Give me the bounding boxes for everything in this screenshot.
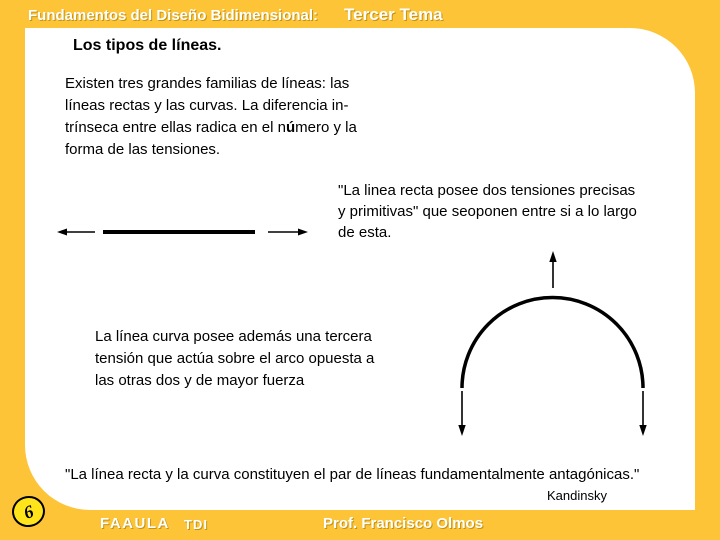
page-number: 6	[20, 500, 37, 523]
intro-paragraph	[65, 73, 357, 161]
slide-header	[28, 5, 443, 25]
straight-quote-line-3: de esta.	[338, 224, 392, 241]
intro-line-3-post: mero y la	[295, 119, 357, 136]
intro-line-3-pre: trínseca entre ellas radica en el n	[65, 119, 286, 136]
footer-faculty: FAAULA	[100, 515, 170, 532]
intro-line-1: Existen tres grandes familias de líneas: las	[65, 75, 350, 92]
intro-line-2: líneas rectas y las curvas. La diferencia in-	[65, 97, 349, 114]
straight-quote-line-2: y primitivas" que seoponen entre si a lo largo	[338, 203, 637, 220]
footer-course-code: TDI	[184, 517, 208, 532]
course-title: Fundamentos del Diseño Bidimensional:	[28, 7, 319, 24]
quote-attribution: Kandinsky	[547, 488, 607, 503]
intro-line-3-bold: ú	[285, 119, 296, 136]
curve-tension-diagram	[440, 245, 660, 445]
page-title: Los tipos de líneas.	[73, 37, 222, 54]
footer-professor: Prof. Francisco Olmos	[323, 515, 484, 532]
page-number-badge	[10, 493, 48, 529]
closing-quote: "La línea recta y la curva constituyen el par de líneas fundamentalmente antagónicas."	[65, 466, 640, 483]
right-arrow-head-icon	[298, 229, 308, 236]
curve-line-2: tensión que actúa sobre el arco opuesta a	[95, 350, 375, 367]
top-arrow-head-icon	[549, 251, 556, 262]
curve-arc	[462, 298, 643, 389]
curve-line-3: las otras dos y de mayor fuerza	[95, 372, 305, 389]
straight-line-quote	[338, 180, 637, 243]
curve-line-1: La línea curva posee además una tercera	[95, 328, 372, 345]
straight-line-tension-diagram	[55, 220, 315, 244]
right-down-arrow-head-icon	[639, 425, 646, 436]
left-down-arrow-head-icon	[458, 425, 465, 436]
left-arrow-head-icon	[57, 229, 67, 236]
straight-quote-line-1: "La linea recta posee dos tensiones precisas	[338, 182, 636, 199]
intro-line-4: forma de las tensiones.	[65, 141, 221, 158]
intro-line-3	[65, 117, 357, 139]
topic-title: Tercer Tema	[344, 5, 443, 24]
curve-paragraph	[95, 326, 374, 392]
